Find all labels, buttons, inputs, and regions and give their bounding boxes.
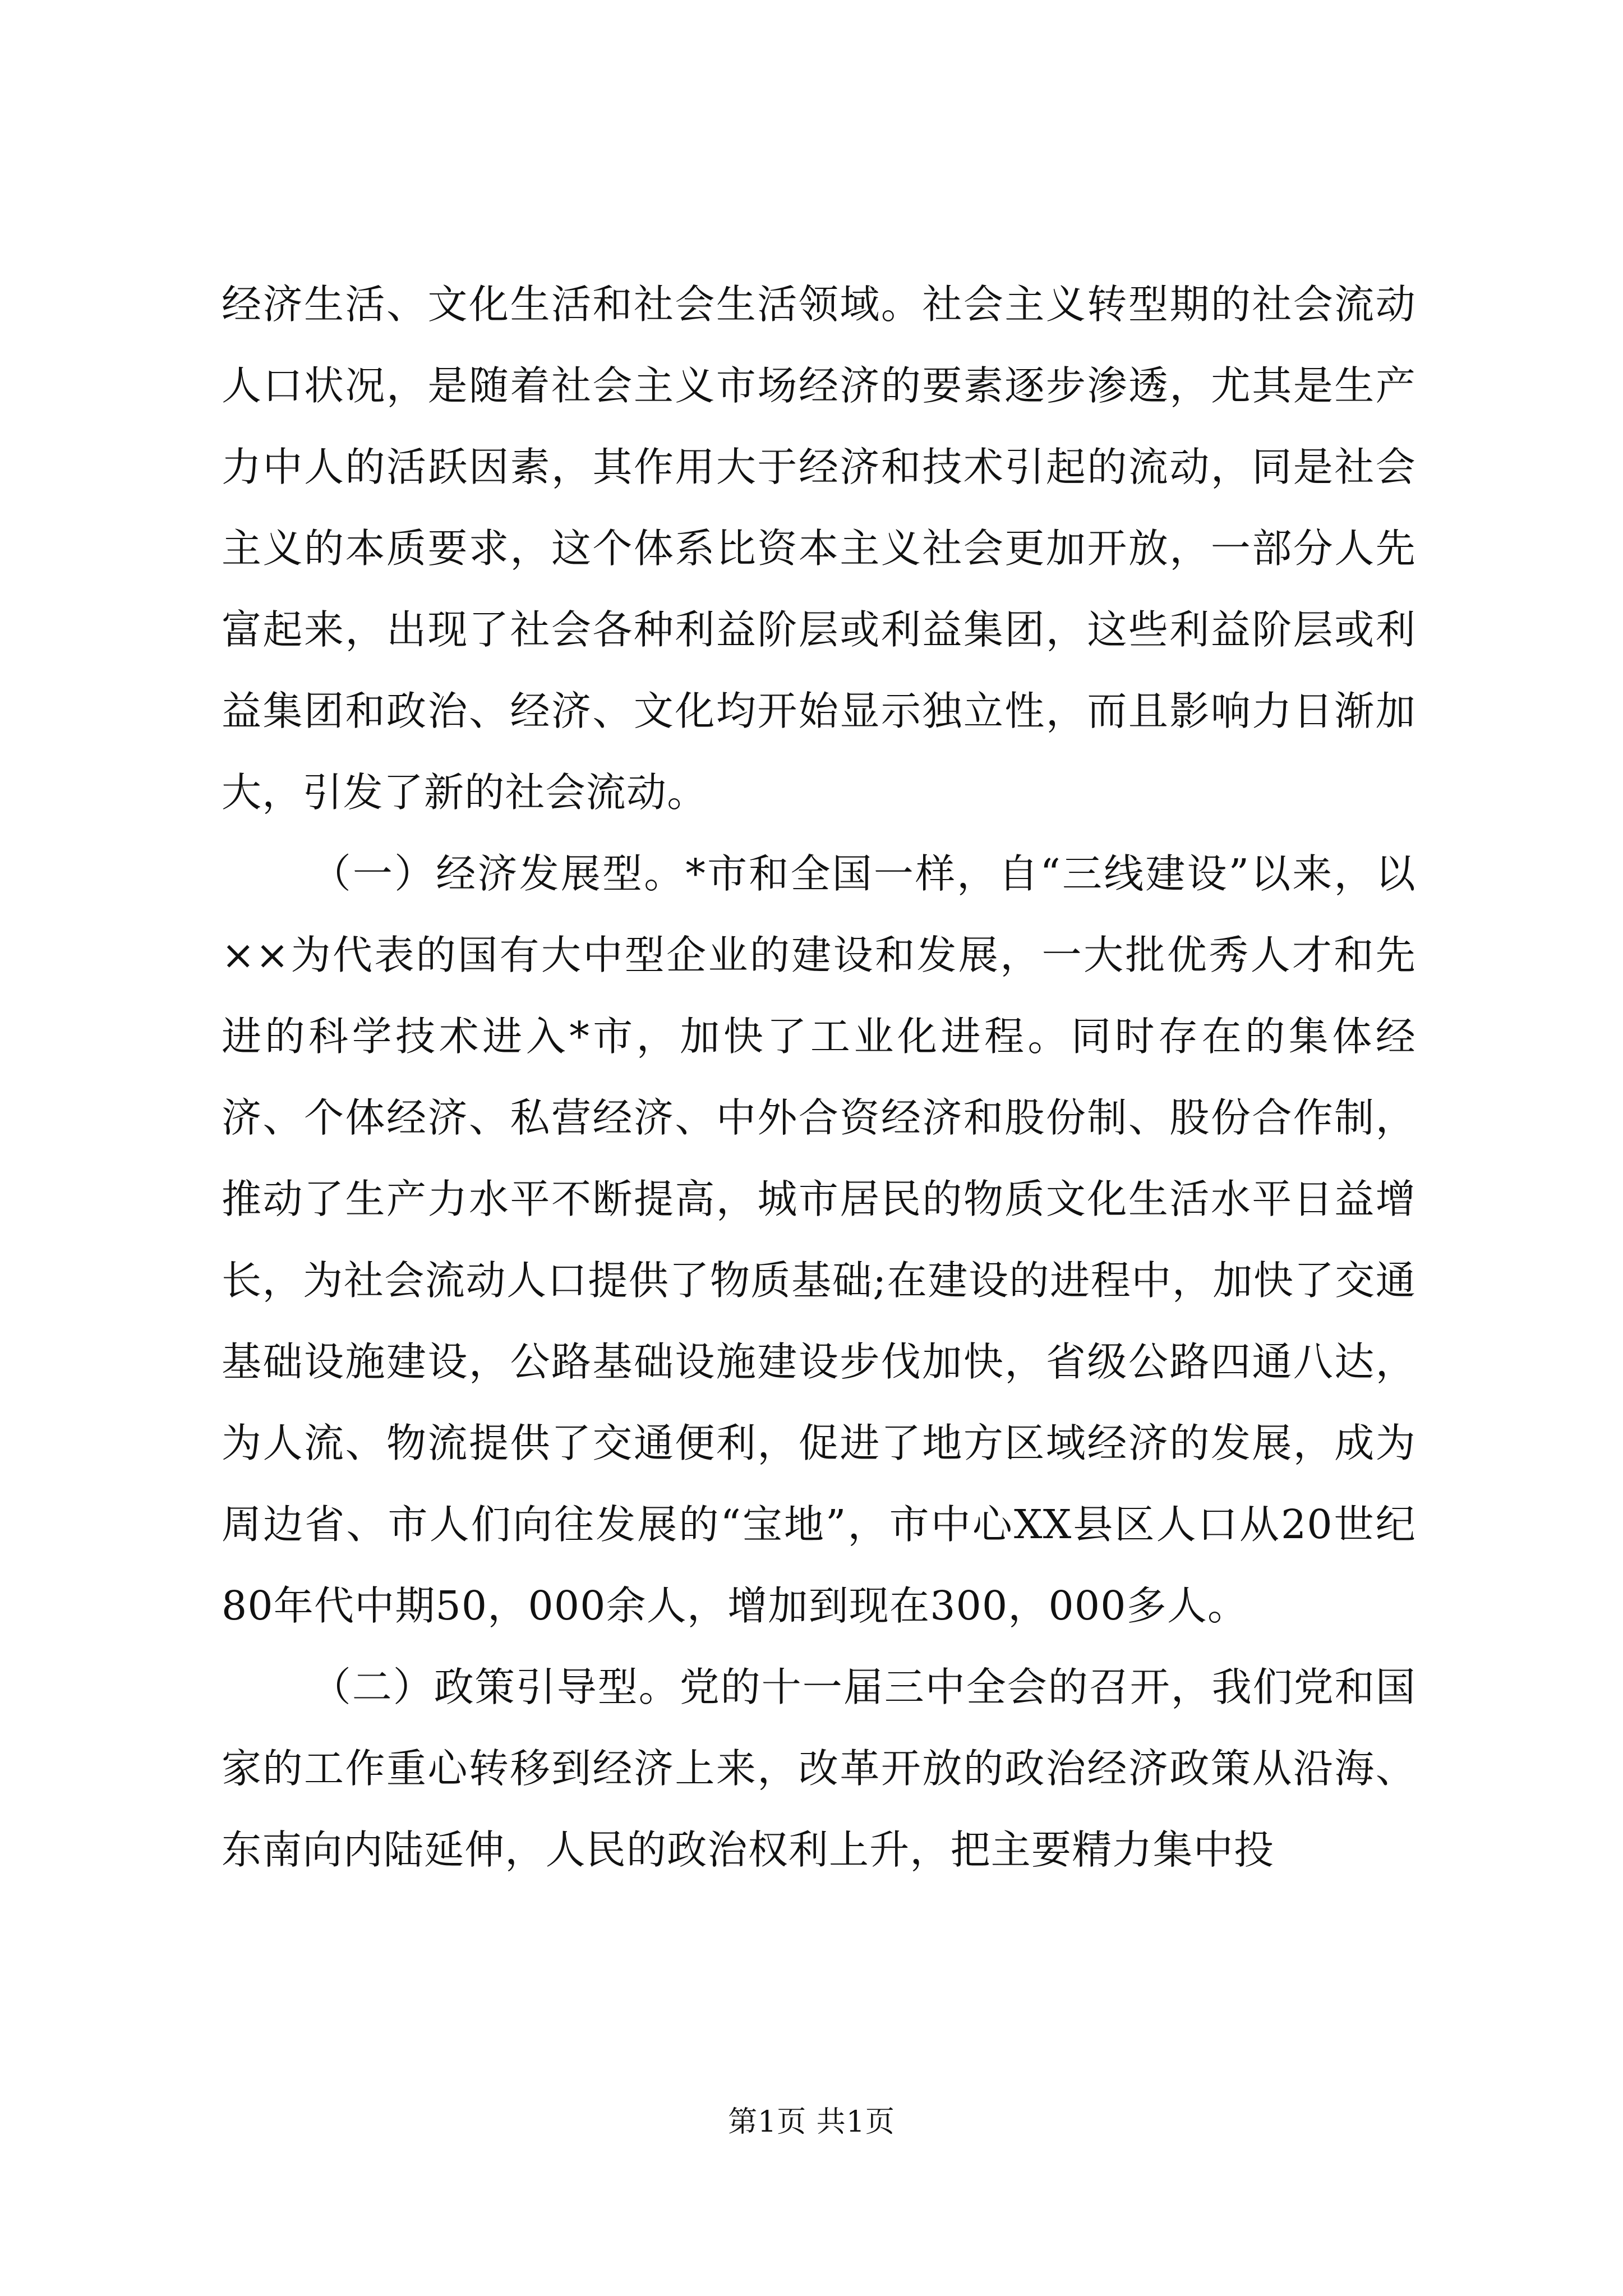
paragraph-1: 经济生活、文化生活和社会生活领域。社会主义转型期的社会流动人口状况，是随着社会主义市场经济的要素逐步渗透，尤其是生产力中人的活跃因素，其作用大于经济和技术引起的流动，同是社会主义的本质要求，这个体系比资本主义社会更加开放，一部分人先富起来，出现了社会各种利益阶层或利益集团，这些利益阶层或利益集团和政治、经济、文化均开始显示独立性，而且影响力日渐加大，引发了新的社会流动。 [222,281,1416,816]
paragraph-3: （二）政策引导型。党的十一届三中全会的召开，我们党和国家的工作重心转移到经济上来，改革开放的政治经济政策从沿海、东南向内陆延伸，人民的政治权利上升，把主要精力集中投 [222,1664,1416,1873]
page-footer: 第1页 共1页 [728,2105,895,2139]
document-body [222,264,1416,1890]
paragraph-2: （一）经济发展型。*市和全国一样，自“三线建设”以来，以××为代表的国有大中型企业的建设和发展，一大批优秀人才和先进的科学技术进入*市，加快了工业化进程。同时存在的集体经济、个体经济、私营经济、中外合资经济和股份制、股份合作制，推动了生产力水平不断提高，城市居民的物质文化生活水平日益增长，为社会流动人口提供了物质基础;在建设的进程中，加快了交通基础设施建设，公路基础设施建设步伐加快，省级公路四通八达，为人流、物流提供了交通便利，促进了地方区域经济的发展，成为周边省、市人们向往发展的“宝地”，市中心XX县区人口从20世纪80年代中期50，000余人，增加到现在300，000多人。 [222,850,1416,1629]
